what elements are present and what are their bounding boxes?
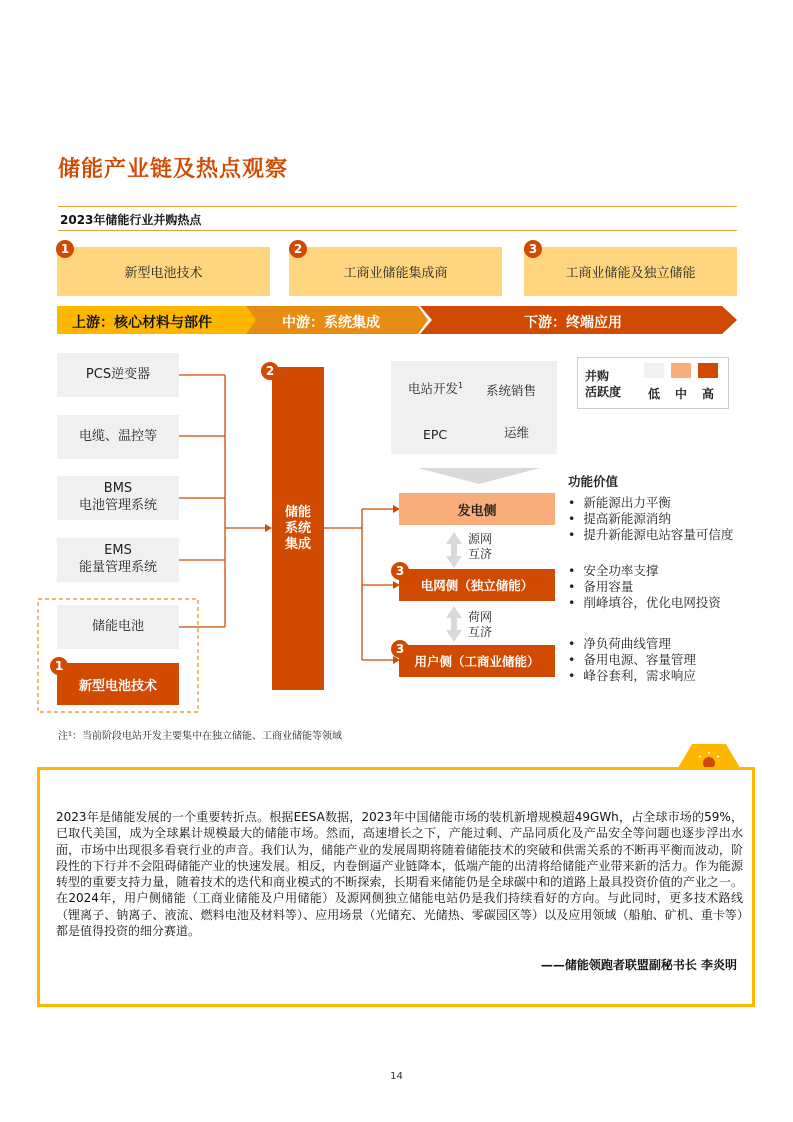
service-dev-footnote: 1	[458, 380, 464, 390]
interaction-source-grid	[468, 532, 492, 562]
function-bullet: • 备用电源、容量管理	[568, 652, 696, 668]
interaction-line1: 荷网	[468, 610, 493, 624]
hotspot-label: 工商业储能及独立储能	[565, 266, 696, 281]
interaction-line2: 互济	[468, 547, 493, 561]
upstream-item-label-line1: EMS	[104, 543, 132, 559]
double-arrow-2	[446, 606, 462, 642]
application-grid	[399, 569, 555, 601]
upstream-item-label-line1: BMS	[103, 481, 133, 497]
connector-arrowhead	[265, 524, 272, 532]
downstream-connectors	[324, 509, 393, 660]
function-bullet: • 提高新能源消纳	[568, 511, 733, 527]
downstream-label: 下游：终端应用	[524, 315, 622, 331]
integration-label-line3: 集成	[284, 536, 311, 552]
upstream-label: 上游：核心材料与部件	[72, 315, 212, 331]
upstream-item-label: 电缆、温控等	[78, 428, 157, 444]
function-list-user	[568, 636, 696, 684]
function-bullet: • 安全功率支撑	[568, 563, 721, 579]
application-generation	[399, 493, 555, 525]
application-grid-number: 3	[391, 562, 409, 580]
integration-label-line1: 储能	[284, 504, 311, 520]
quote-text: 2023年是储能发展的一个重要转折点。根据EESA数据，2023年中国储能市场的装机新增规模超49GWh，占全球市场的59%，已取代美国，成为全球累计规模最大的储能市场。然而，高速增长之下，产能过剩、产品同质化及产品安全等问题也逐步浮出水面，市场中出现很多看衰行业的声音。我们认为，储能产业的发展周期将随着储能技术的突破和供需关系的不断再平衡而波动，阶段性的下行并不会阻碍储能产业的快速发展。相反，内卷倒逼产业链降本，低端产能的出清将给储能产业带来新的活力。作为能源转型的重要支持力量，随着技术的迭代和商业模式的不断探索，长期看来储能仍是全球碳中和的道路上最具投资价值的产业之一。在2024年，用户侧储能（工商业储能及户用储能）及源网侧独立储能电站仍是我们持续看好的方向。与此同时，更多技术路线（锂离子、钠离子、液流、燃料电池及材料等）、应用场景（光储充、光储热、零碳园区等）以及应用领域（船舶、矿机、重卡等）都是值得投资的细分赛道。	[56, 810, 743, 939]
quote-signature: ——储能领跑者联盟副秘书长 李炎明	[540, 958, 737, 972]
function-bullet: • 净负荷曲线管理	[568, 636, 696, 652]
function-title: 功能价值	[568, 474, 619, 489]
application-user-number: 3	[391, 640, 409, 658]
page-title: 储能产业链及热点观察	[58, 157, 289, 182]
service-dev-label: 电站开发	[408, 381, 459, 396]
section-label: 2023年储能行业并购热点	[60, 213, 202, 227]
interaction-load-grid	[468, 610, 492, 640]
page-number: 14	[390, 1071, 403, 1082]
hotspot-1-number: 1	[56, 240, 74, 258]
double-arrow-1	[446, 532, 462, 568]
integration-label-line2: 系统	[284, 520, 311, 536]
interaction-line2: 互济	[468, 625, 493, 639]
function-list-grid	[568, 563, 721, 611]
service-epc: EPC	[423, 427, 448, 442]
hotspot-3-number: 3	[524, 240, 542, 258]
legend-high: 高	[702, 387, 715, 401]
legend-title-line1: 并购	[585, 369, 610, 383]
application-label: 电网侧（独立储能）	[420, 578, 534, 593]
service-dev	[408, 379, 463, 397]
upstream-item-label-line2: 电池管理系统	[78, 498, 157, 513]
hotspot-label: 工商业储能集成商	[343, 266, 448, 281]
interaction-line1: 源网	[468, 532, 493, 546]
legend-title-line2: 活跃度	[585, 385, 622, 399]
application-label: 发电侧	[457, 503, 497, 519]
upstream-item-bms	[57, 476, 179, 520]
function-bullet: • 削峰填谷，优化电网投资	[568, 595, 721, 611]
function-bullet: • 备用容量	[568, 579, 721, 595]
upstream-item-label-line2: 能量管理系统	[78, 560, 157, 575]
integration-column	[272, 367, 324, 690]
legend-title	[585, 368, 621, 400]
function-list-generation	[568, 495, 733, 543]
upstream-item-battery	[57, 605, 179, 649]
legend-swatch-mid	[671, 363, 691, 378]
function-bullet: • 峰谷套利，需求响应	[568, 668, 696, 684]
hotspot-2-number: 2	[289, 240, 307, 258]
midstream-label: 中游：系统集成	[282, 315, 380, 331]
upstream-item-label: PCS逆变器	[85, 366, 151, 382]
services-funnel	[418, 468, 540, 484]
upstream-item-new-battery	[57, 663, 179, 705]
services-box	[391, 361, 557, 454]
upstream-item-label: 新型电池技术	[78, 678, 157, 694]
service-sales: 系统销售	[486, 383, 537, 398]
legend-mid: 中	[675, 387, 688, 401]
upstream-item-label: 储能电池	[91, 618, 144, 634]
upstream-item-cable	[57, 415, 179, 459]
upstream-connectors	[179, 375, 265, 627]
footnote: 注¹：当前阶段电站开发主要集中在独立储能、工商业储能等领域	[58, 731, 343, 742]
legend-low: 低	[648, 387, 661, 401]
application-user	[399, 645, 555, 677]
application-label: 用户侧（工商业储能）	[414, 654, 540, 669]
new-battery-number: 1	[50, 657, 68, 675]
legend	[577, 357, 729, 409]
function-bullet: • 新能源出力平衡	[568, 495, 733, 511]
integration-number: 2	[261, 362, 279, 380]
upstream-item-ems	[57, 538, 179, 582]
service-om: 运维	[504, 425, 530, 440]
hotspot-label: 新型电池技术	[124, 266, 203, 281]
legend-swatch-low	[644, 363, 664, 378]
legend-swatch-high	[698, 363, 718, 378]
function-bullet: • 提升新能源电站容量可信度	[568, 527, 733, 543]
upstream-item-pcs	[57, 353, 179, 397]
